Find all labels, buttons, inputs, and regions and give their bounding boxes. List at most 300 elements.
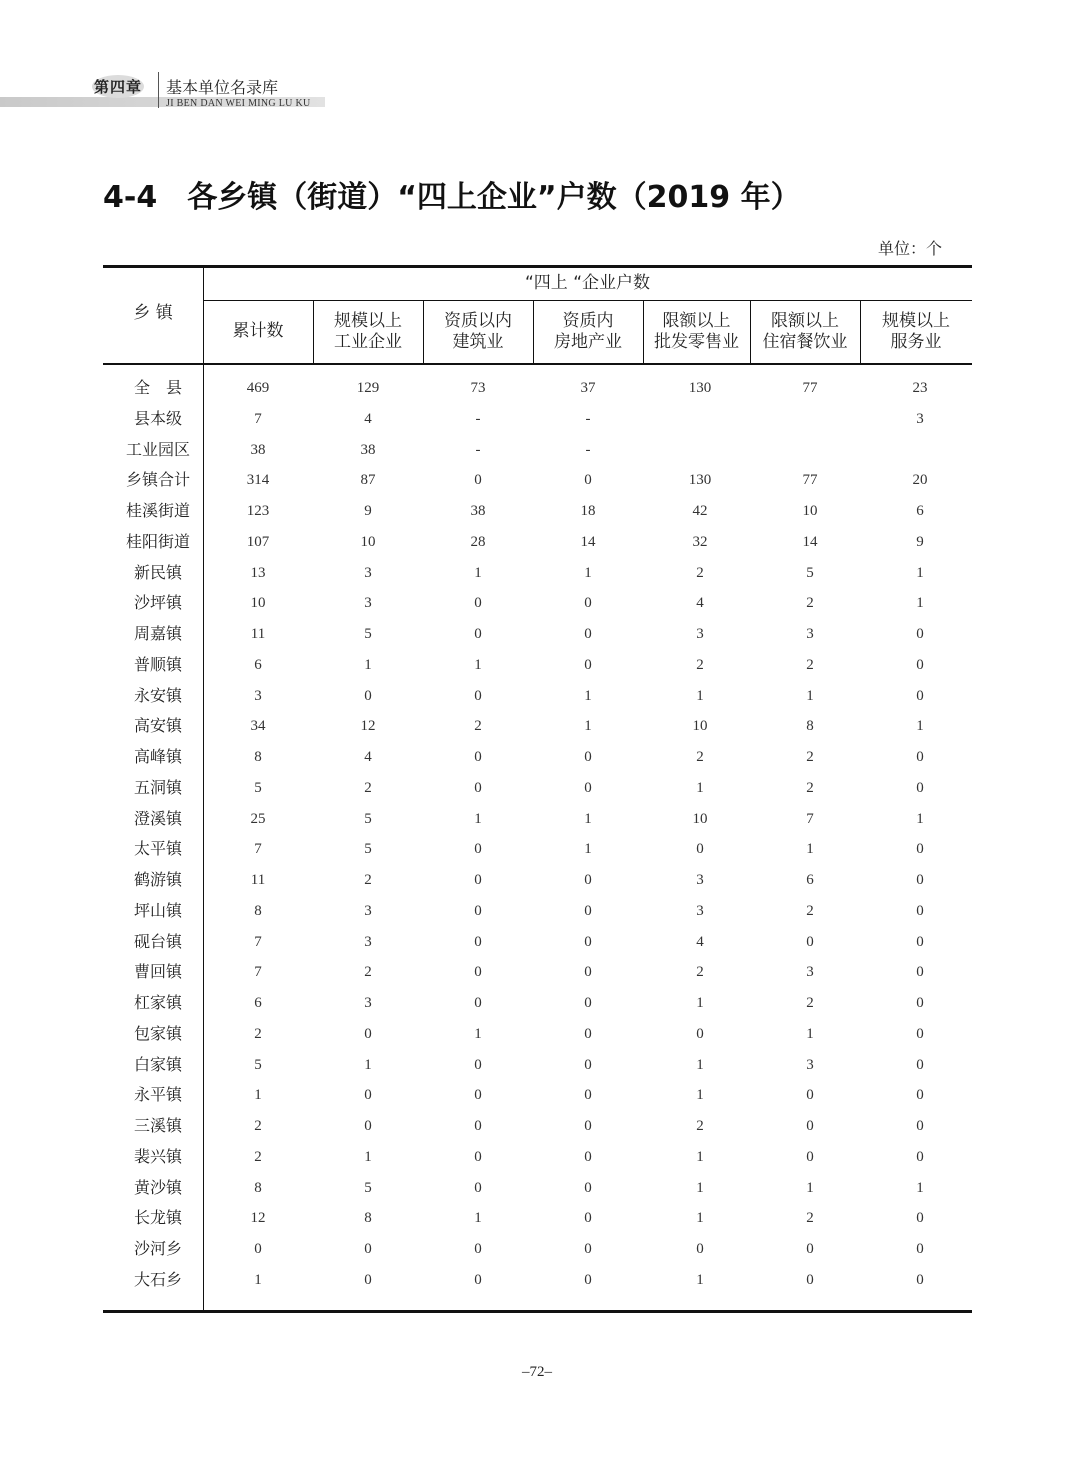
table-cell: 469 (246, 380, 270, 396)
header-title: 基本单位名录库 (166, 78, 279, 97)
table-row (103, 773, 972, 803)
table-cell: 2 (254, 1148, 262, 1165)
table-cell: - (585, 410, 591, 427)
table-cell (650, 404, 750, 434)
table-cell: 5 (254, 779, 262, 796)
row-label: 县本级 (133, 408, 182, 428)
table-cell: 1 (474, 1210, 482, 1227)
row-label: 长龙镇 (133, 1208, 182, 1228)
row-label: 坪山镇 (133, 900, 182, 920)
table-cell: 1 (364, 1056, 372, 1073)
table-cell: 4 (696, 595, 704, 612)
table-cell: 1 (916, 595, 924, 612)
table-cell: 0 (584, 872, 592, 888)
table-cell: 1 (696, 1087, 704, 1104)
row-label: 澄溪镇 (133, 808, 182, 828)
table-cell: 0 (364, 1271, 372, 1288)
table-cell: 5 (364, 810, 372, 827)
table-cell: 0 (916, 1271, 924, 1288)
col-header-line: 规模以上 (882, 311, 950, 331)
table-cell: 0 (474, 995, 482, 1011)
table-row (103, 988, 972, 1018)
table-cell: 0 (474, 1056, 482, 1073)
table-row (103, 650, 972, 680)
table-cell: 1 (364, 656, 372, 673)
table-row (103, 404, 972, 434)
col-header-wholesale-retail (643, 311, 750, 353)
table-cell: 0 (696, 1241, 704, 1257)
table-cell: - (475, 441, 481, 458)
table-cell: 1 (254, 1271, 262, 1288)
table-cell: 3 (806, 964, 814, 981)
table-cell: 0 (916, 1056, 924, 1073)
row-header: 乡 镇 (133, 303, 173, 323)
table-row (103, 1142, 972, 1172)
table-cell: 2 (474, 718, 482, 735)
table-cell: 0 (584, 472, 592, 489)
table-cell: 0 (474, 1118, 482, 1134)
table-cell: 1 (696, 1056, 704, 1073)
table-cell: 0 (364, 1241, 372, 1257)
row-label: 桂阳街道 (125, 531, 190, 551)
table-cell: 2 (364, 964, 372, 981)
table-cell: 0 (474, 1087, 482, 1104)
table-cell: 0 (584, 1118, 592, 1134)
table-cell: 4 (364, 410, 372, 427)
table-cell: 7 (806, 810, 814, 827)
table-cell: 9 (364, 503, 372, 519)
table-cell: 3 (364, 902, 372, 919)
table-cell: 3 (806, 1056, 814, 1073)
row-label: 包家镇 (133, 1023, 182, 1043)
table-cell: 2 (806, 595, 814, 612)
table-row (103, 619, 972, 649)
row-label: 曹回镇 (133, 962, 182, 982)
row-label: 白家镇 (133, 1054, 182, 1074)
table-cell: 0 (584, 595, 592, 612)
table-cell: 0 (474, 872, 482, 888)
table-cell: 0 (474, 1148, 482, 1165)
table-cell: 9 (916, 533, 924, 550)
table-cell: 1 (806, 1179, 814, 1196)
table-cell: 32 (692, 533, 708, 550)
table-cell: 0 (364, 1025, 372, 1042)
table-row (103, 834, 972, 864)
chapter-text: 第四章 (92, 75, 144, 98)
page-title (103, 172, 801, 216)
table-row (103, 435, 972, 465)
table-cell: 2 (696, 749, 704, 765)
table-cell: 3 (916, 410, 924, 427)
table-cell: 0 (696, 841, 704, 858)
row-label: 永安镇 (133, 685, 182, 705)
table-cell: 8 (364, 1210, 372, 1227)
col-header-accommodation (750, 311, 860, 353)
table-cell: 5 (806, 564, 814, 581)
table-row (103, 527, 972, 557)
table-cell: 129 (356, 380, 380, 396)
table-cell: 0 (474, 1271, 482, 1288)
row-label: 高峰镇 (133, 747, 182, 766)
table-cell: - (475, 410, 481, 427)
table-cell: 0 (916, 964, 924, 981)
table-cell: 1 (584, 810, 592, 827)
table-cell: 2 (696, 964, 704, 981)
table-cell: 38 (360, 441, 376, 458)
table-cell: 0 (806, 1271, 814, 1288)
table-cell: 1 (474, 656, 482, 673)
table-cell: 7 (254, 841, 262, 858)
table-cell: 10 (250, 595, 266, 612)
table-cell: 0 (584, 656, 592, 673)
table-row (103, 465, 972, 495)
table-cell: 10 (360, 533, 376, 550)
table-row (103, 1080, 972, 1110)
table-cell: 0 (916, 902, 924, 919)
table-cell: 0 (806, 1241, 814, 1257)
row-label: 工业园区 (125, 439, 190, 459)
table-cell: 0 (806, 933, 814, 950)
table-row (103, 742, 972, 772)
table-row (103, 1265, 972, 1295)
table-cell: 4 (696, 933, 704, 950)
table-cell: 73 (470, 380, 486, 396)
table-row (103, 496, 972, 526)
row-label: 桂溪街道 (125, 501, 190, 520)
table-row (103, 558, 972, 588)
table-cell: 1 (696, 687, 704, 704)
data-table (103, 265, 972, 1313)
table-cell: 42 (692, 503, 708, 519)
table-cell: 2 (806, 995, 814, 1011)
table-cell: 1 (584, 687, 592, 704)
table-cell: 0 (916, 626, 924, 642)
row-label: 鹤游镇 (133, 870, 182, 889)
table-cell: 25 (250, 810, 266, 827)
group-header-rule (203, 300, 972, 301)
table-cell: 0 (474, 595, 482, 612)
table-cell (870, 435, 970, 465)
table-cell: 14 (802, 533, 818, 550)
table-cell: 8 (254, 902, 262, 919)
col-header-line: 限额以上 (771, 311, 839, 331)
table-cell: 0 (584, 1025, 592, 1042)
col-header-line: 资质以内 (444, 311, 512, 331)
table-cell: 0 (584, 1271, 592, 1288)
col-header-total (203, 321, 313, 342)
page-number: –72– (522, 1364, 552, 1380)
row-label: 乡镇合计 (125, 470, 190, 490)
table-cell: 0 (584, 626, 592, 642)
table-cell: 1 (696, 1210, 704, 1227)
table-cell: 0 (584, 1210, 592, 1227)
table-cell: 123 (246, 503, 270, 519)
table-cell: 6 (254, 995, 262, 1011)
table-cell: 107 (246, 533, 270, 550)
table-cell: 11 (250, 626, 266, 642)
unit-label: 单位：个 (878, 239, 943, 258)
table-cell: 0 (916, 1148, 924, 1165)
table-cell: 5 (364, 841, 372, 858)
table-cell: 38 (470, 503, 486, 519)
table-row (103, 1173, 972, 1203)
table-cell: 0 (584, 933, 592, 950)
table-cell: 0 (584, 1241, 592, 1257)
table-cell: 8 (806, 718, 814, 735)
table-cell: 12 (250, 1210, 266, 1227)
table-cell: 11 (250, 872, 266, 888)
row-label: 大石乡 (133, 1269, 182, 1289)
row-label: 沙坪镇 (133, 593, 182, 613)
table-cell: 38 (250, 441, 266, 458)
table-cell: 0 (584, 1179, 592, 1196)
table-cell: 1 (474, 810, 482, 827)
table-row (103, 1203, 972, 1233)
table-cell: 0 (806, 1148, 814, 1165)
table-row (103, 927, 972, 957)
table-cell: 87 (360, 472, 376, 489)
table-cell: 3 (696, 872, 704, 888)
col-header-line: 规模以上 (334, 311, 402, 331)
table-cell: 0 (584, 1148, 592, 1165)
header-subtitle: JI BEN DAN WEI MING LU KU (166, 98, 311, 109)
table-cell: 8 (254, 749, 262, 765)
table-row (103, 804, 972, 834)
table-cell: 1 (806, 687, 814, 704)
table-row (103, 1050, 972, 1080)
table-cell: 2 (696, 564, 704, 581)
table-cell: 0 (916, 1241, 924, 1257)
table-cell: 0 (806, 1118, 814, 1134)
table-cell: 20 (912, 472, 928, 489)
table-cell: 0 (474, 933, 482, 950)
table-cell: 130 (688, 380, 712, 396)
table-cell: 0 (916, 1118, 924, 1134)
table-cell: 3 (696, 626, 704, 642)
col-header-services (860, 311, 972, 353)
table-cell: 37 (580, 380, 596, 396)
table-cell: 5 (254, 1056, 262, 1073)
table-cell: 0 (696, 1025, 704, 1042)
col-header-construction (423, 311, 533, 353)
table-cell: 130 (688, 472, 712, 489)
table-cell: 0 (364, 1087, 372, 1104)
table-number: 4-4 (103, 180, 158, 215)
table-cell: 0 (916, 656, 924, 673)
row-label: 全 县 (133, 378, 182, 397)
table-cell: 0 (254, 1241, 262, 1257)
table-cell: 77 (802, 380, 818, 396)
row-label: 周嘉镇 (133, 624, 182, 643)
table-cell: 1 (474, 564, 482, 581)
col-header-line: 服务业 (890, 332, 942, 352)
col-header-line: 房地产业 (554, 332, 622, 352)
table-cell: 1 (364, 1148, 372, 1165)
table-row (103, 681, 972, 711)
table-cell: 5 (364, 626, 372, 642)
table-cell: 0 (916, 933, 924, 950)
table-cell: 0 (364, 1118, 372, 1134)
table-cell: 0 (474, 1241, 482, 1257)
col-header-line: 限额以上 (662, 311, 731, 331)
col-header-line: 工业企业 (334, 332, 402, 352)
table-cell: 0 (474, 687, 482, 704)
col-header-line: 住宿餐饮业 (762, 332, 848, 352)
table-cell: 1 (696, 1271, 704, 1288)
row-label: 黄沙镇 (133, 1177, 182, 1197)
table-cell: 6 (806, 872, 814, 888)
table-cell: 1 (916, 564, 924, 581)
table-cell (760, 404, 860, 434)
table-row (103, 1019, 972, 1049)
table-cell (760, 435, 860, 465)
row-label: 砚台镇 (133, 931, 182, 951)
table-cell: 3 (696, 902, 704, 919)
row-label: 永平镇 (133, 1085, 182, 1105)
table-bottom-rule (103, 1310, 972, 1313)
table-cell: 2 (364, 872, 372, 888)
table-row (103, 711, 972, 741)
col-header-line: 累计数 (232, 321, 284, 341)
table-cell: 0 (584, 749, 592, 765)
table-cell: 7 (254, 964, 262, 981)
table-cell: 2 (696, 1118, 704, 1134)
table-cell: 2 (806, 656, 814, 673)
table-cell: 0 (364, 687, 372, 704)
table-cell: 0 (584, 902, 592, 919)
table-cell: 0 (584, 1056, 592, 1073)
table-cell: 0 (916, 1087, 924, 1104)
table-cell: 1 (584, 564, 592, 581)
table-cell: 10 (692, 718, 708, 735)
row-label: 五洞镇 (133, 777, 182, 797)
table-cell: 14 (580, 533, 596, 550)
table-cell: 1 (474, 1025, 482, 1042)
table-cell: 2 (806, 902, 814, 919)
table-cell: 0 (916, 1210, 924, 1227)
chapter-label (92, 75, 144, 98)
table-cell: 0 (474, 472, 482, 489)
table-cell: 10 (692, 810, 708, 827)
table-cell: 2 (364, 779, 372, 796)
row-label: 新民镇 (133, 562, 182, 582)
group-header: “四上 “企业户数 (524, 273, 651, 293)
col-header-real-estate (533, 311, 643, 353)
table-cell: 1 (916, 718, 924, 735)
table-cell: 1 (806, 1025, 814, 1042)
table-cell: 12 (360, 718, 376, 735)
table-cell: 10 (802, 503, 818, 519)
table-cell: 6 (254, 656, 262, 673)
table-cell: 2 (254, 1118, 262, 1134)
table-cell: 3 (364, 995, 372, 1011)
table-cell: 1 (696, 779, 704, 796)
table-cell: 3 (364, 595, 372, 612)
row-label: 高安镇 (133, 716, 182, 736)
row-label: 普顺镇 (133, 654, 182, 674)
table-cell: 0 (474, 964, 482, 981)
table-cell: 0 (474, 1179, 482, 1196)
table-cell: 0 (474, 902, 482, 919)
table-cell: 0 (474, 626, 482, 642)
table-cell: 1 (584, 841, 592, 858)
table-cell: 34 (250, 718, 266, 735)
table-cell: 1 (806, 841, 814, 858)
table-cell: 0 (916, 749, 924, 765)
table-cell: 3 (364, 933, 372, 950)
table-cell: 2 (254, 1025, 262, 1042)
table-cell: 2 (806, 779, 814, 796)
table-cell (650, 435, 750, 465)
table-cell: 0 (474, 779, 482, 796)
table-cell: 4 (364, 749, 372, 765)
table-cell: 0 (916, 687, 924, 704)
table-cell: 23 (912, 380, 928, 396)
table-cell: 0 (584, 1087, 592, 1104)
table-cell: 0 (916, 1025, 924, 1042)
table-cell: 0 (584, 995, 592, 1011)
table-cell: 18 (580, 503, 596, 519)
table-cell: 5 (364, 1179, 372, 1196)
header-separator (158, 72, 159, 108)
table-cell: 8 (254, 1179, 262, 1196)
table-cell: 314 (246, 472, 270, 489)
table-cell: 0 (916, 872, 924, 888)
table-cell: 0 (806, 1087, 814, 1104)
table-row (103, 957, 972, 987)
col-header-line: 批发零售业 (654, 332, 739, 352)
col-header-line: 建筑业 (452, 332, 504, 352)
table-cell: 1 (696, 995, 704, 1011)
header-bottom-rule (103, 363, 972, 365)
table-row (103, 588, 972, 618)
table-cell: 2 (806, 1210, 814, 1227)
table-row (103, 896, 972, 926)
row-label: 杠家镇 (133, 993, 182, 1012)
table-cell: 0 (916, 841, 924, 858)
table-cell: 6 (916, 503, 924, 519)
table-cell: 2 (696, 656, 704, 673)
table-cell: 0 (916, 995, 924, 1011)
table-cell: 3 (364, 564, 372, 581)
table-cell: 13 (250, 564, 266, 581)
table-cell: 0 (916, 779, 924, 796)
table-row (103, 373, 972, 403)
table-cell: 3 (806, 626, 814, 642)
table-cell: 2 (806, 749, 814, 765)
table-row (103, 1111, 972, 1141)
row-label: 三溪镇 (133, 1116, 182, 1135)
table-cell: 1 (254, 1087, 262, 1104)
table-cell: 0 (584, 964, 592, 981)
table-cell: 77 (802, 472, 818, 489)
table-row (103, 865, 972, 895)
table-cell: - (585, 441, 591, 458)
table-cell: 1 (916, 810, 924, 827)
row-label: 太平镇 (133, 839, 182, 859)
table-cell: 0 (474, 749, 482, 765)
table-cell: 7 (254, 933, 262, 950)
table-cell: 28 (470, 533, 486, 550)
table-cell: 0 (584, 779, 592, 796)
table-cell: 1 (696, 1148, 704, 1165)
table-cell: 1 (696, 1179, 704, 1196)
table-cell: 1 (916, 1179, 924, 1196)
col-header-industry (313, 311, 423, 353)
table-row (103, 1234, 972, 1264)
table-title: 各乡镇（街道）“四上企业”户数（2019 年） (187, 180, 801, 215)
table-top-rule (103, 265, 972, 268)
